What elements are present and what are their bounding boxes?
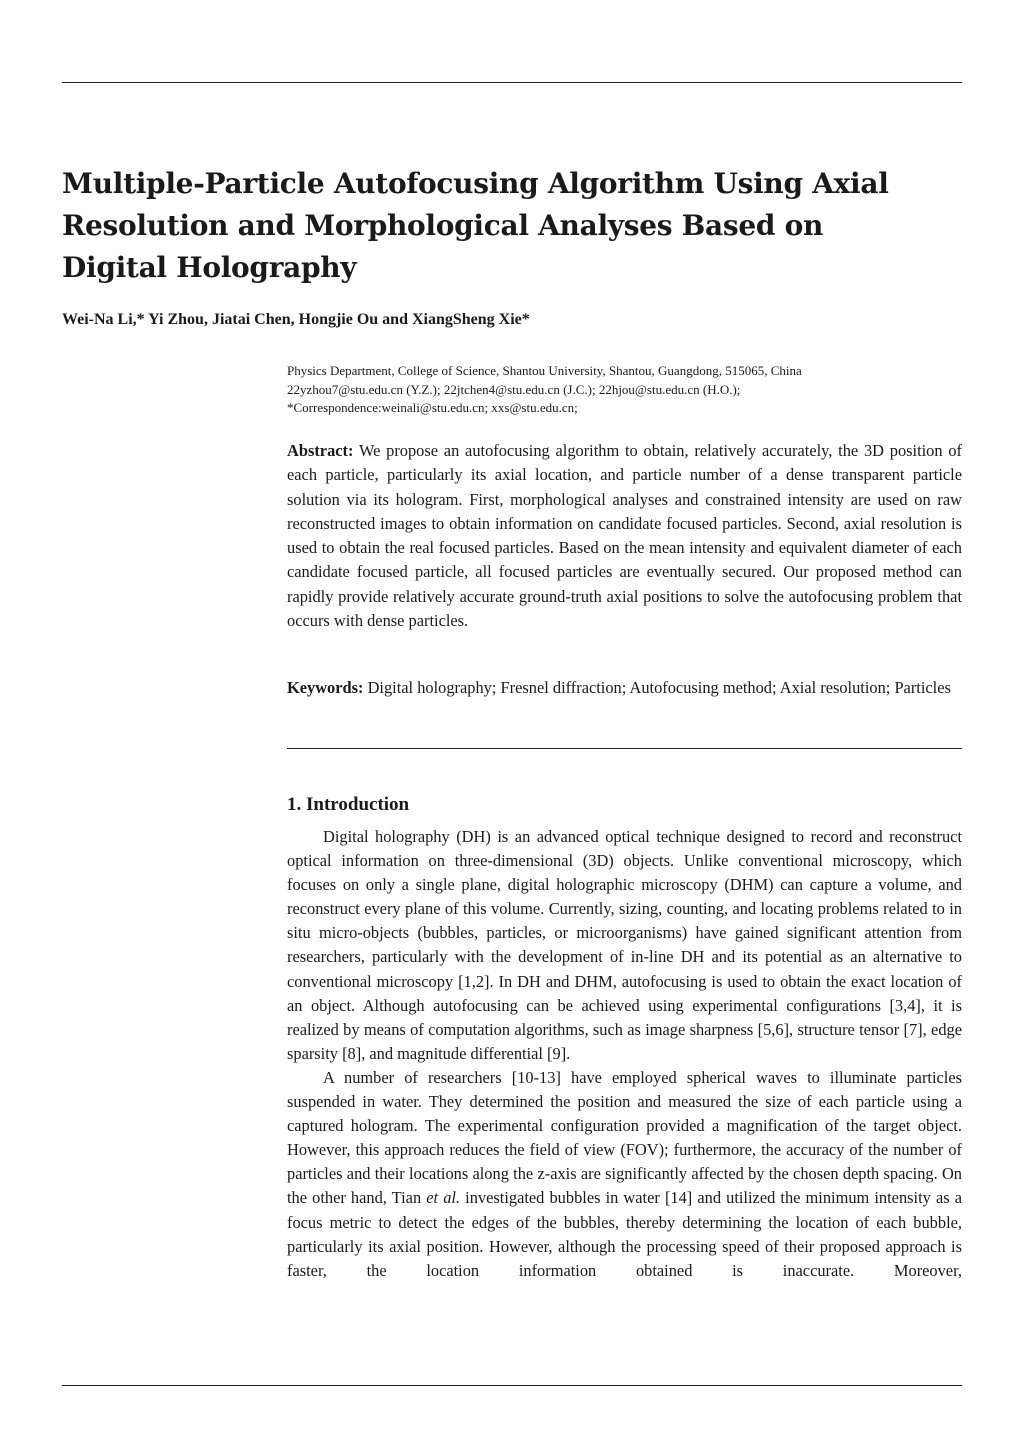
abstract [287, 439, 962, 633]
section-heading-introduction: 1. Introduction [287, 794, 410, 815]
affiliation-block [287, 362, 962, 418]
footer-rule [62, 1385, 962, 1386]
header-rule [62, 82, 962, 83]
keywords-label: Keywords: [287, 678, 364, 697]
introduction-body [287, 825, 962, 1283]
body-paragraph: Digital holography (DH) is an advanced optical technique designed to record and reconstruct optical information on three-dimensional (3D) objects. Unlike conventional microscopy, which focuses on only a single plane, digital holographic microscopy (DHM) can capture a volume, and reconstruct every plane of this volume. Currently, sizing, counting, and locating problems related to in situ micro-objects (bubbles, particles, or microorganisms) have gained significant attention from researchers, particularly with the development of in-line DH and its potential as an alternative to conventional microscopy [1,2]. In DH and DHM, autofocusing is used to obtain the exact location of an object. Although autofocusing can be achieved using experimental configurations [3,4], it is realized by means of computation algorithms, such as image sharpness [5,6], structure tensor [7], edge sparsity [8], and magnitude differential [9]. [287, 827, 962, 1063]
author-list: Wei-Na Li,* Yi Zhou, Jiatai Chen, Hongjie Ou and XiangSheng Xie* [62, 311, 530, 328]
title-line: Resolution and Morphological Analyses Based on [62, 209, 823, 242]
keywords [287, 676, 962, 700]
abstract-text: We propose an autofocusing algorithm to obtain, relatively accurately, the 3D position of each particle, particularly its axial location, and particle number of a dense transparent particle solution via its hologram. First, morphological analyses and constrained intensity are used on raw reconstructed images to obtain information on candidate focused particles. Second, axial resolution is used to obtain the real focused particles. Based on the mean intensity and equivalent diameter of each candidate focused particle, all focused particles are eventually secured. Our proposed method can rapidly provide relatively accurate ground-truth axial positions to solve the autofocusing problem that occurs with dense particles. [287, 441, 962, 631]
italic-text: et al. [426, 1188, 461, 1208]
body-paragraph [287, 1066, 962, 1283]
paragraph-text: A number of researchers [10-13] have employed spherical waves to illuminate particles suspended in water. They determined the position and measured the size of each particle using a captured hologram. The experimental configuration provided a magnification of the target object. However, this approach reduces the field of view (FOV); furthermore, the accuracy of the number of particles and their locations along the z-axis are significantly affected by the chosen depth spacing. On the other hand, Tian [287, 1067, 962, 1208]
paper-title [62, 163, 962, 289]
email-line: 22yzhou7@stu.edu.cn (Y.Z.); 22jtchen4@stu.edu.cn (J.C.); 22hjou@stu.edu.cn (H.O.); [287, 381, 741, 397]
keywords-text: Digital holography; Fresnel diffraction; Autofocusing method; Axial resolution; Particles [367, 678, 951, 697]
title-line: Multiple-Particle Autofocusing Algorithm Using Axial [62, 167, 889, 200]
abstract-label: Abstract: [287, 441, 354, 460]
correspondence-line: *Correspondence:weinali@stu.edu.cn; xxs@stu.edu.cn; [287, 400, 578, 415]
title-line: Digital Holography [62, 251, 357, 284]
affiliation-line: Physics Department, College of Science, Shantou University, Shantou, Guangdong, 515065, China [287, 363, 802, 378]
keywords-rule [287, 748, 962, 749]
paragraph-text: investigated bubbles in water [14] and utilized the minimum intensity as a focus metric to detect the edges of the bubbles, thereby determining the location of each bubble, particularly its axial position. However, although the processing speed of their proposed approach is faster, the location information obtained is inaccurate. Moreover, [287, 1188, 962, 1280]
